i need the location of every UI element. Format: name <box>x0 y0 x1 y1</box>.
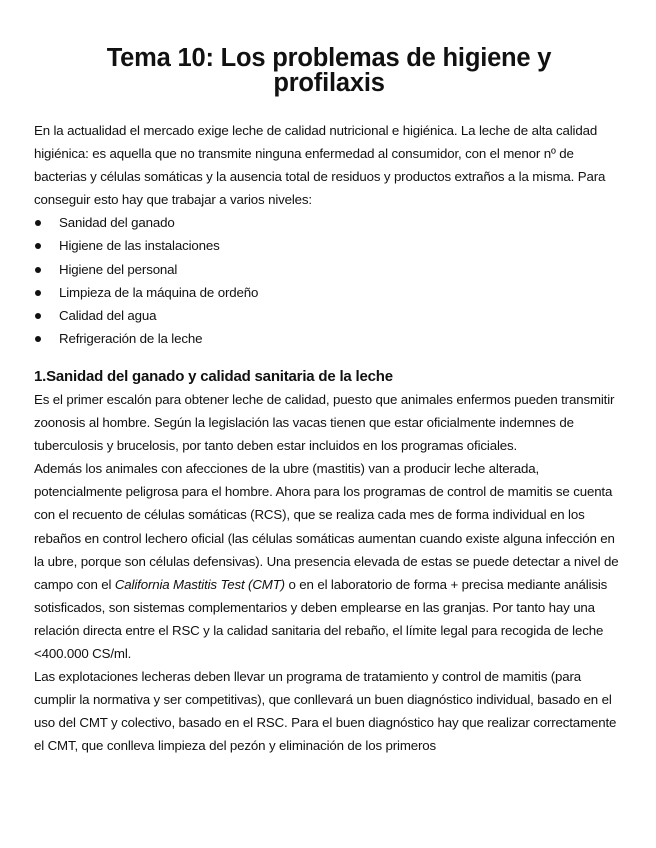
bullet-icon <box>35 290 41 296</box>
list-item <box>34 211 624 234</box>
bullet-icon <box>35 336 41 342</box>
title-line-1: Tema 10: Los problemas de higiene y <box>106 44 552 72</box>
paragraph-text: Además los animales con afecciones de la ubre (mastitis) van a producir leche alterada, potencialmente peligrosa para el hombre. Ahora para los programas de control de mamitis se cuenta con el recuento de células somáticas (RCS), que se realiza cada mes de forma individual en los rebaños en control lechero oficial (las células somáticas aumentan cuando existe alguna infección en la ubre, porque son células defensivas). Una presencia elevada de estas se puede detectar a nivel de campo con el <box>34 461 619 592</box>
italic-term: California Mastitis Test (CMT) <box>114 576 285 592</box>
title-line-2: profilaxis <box>273 69 385 97</box>
bullet-icon <box>35 267 41 273</box>
bullet-icon <box>35 313 41 319</box>
list-item-text: Sanidad del ganado <box>59 215 175 231</box>
list-item-text: Refrigeración de la leche <box>59 330 203 346</box>
bullet-icon <box>35 243 41 249</box>
bullet-icon <box>35 220 41 226</box>
list-item <box>34 327 624 350</box>
list-item <box>34 258 624 281</box>
list-item <box>34 304 624 327</box>
list-item <box>34 281 624 304</box>
list-item <box>34 234 624 257</box>
list-item-text: Limpieza de la máquina de ordeño <box>59 284 259 300</box>
list-item-text: Higiene del personal <box>59 261 178 277</box>
list-item-text: Calidad del agua <box>59 307 157 323</box>
paragraph-text: o en el laboratorio de forma + precisa mediante análisis sotisficados, son sistemas complementarios y deben emplearse en las granjas. Por tanto hay una relación directa entre el RSC y la calidad sanitaria del rebaño, el límite legal para recogida de leche <400.000 CS/ml. <box>34 576 608 661</box>
levels-list <box>34 211 624 350</box>
section-paragraph-3: Las explotaciones lecheras deben llevar un programa de tratamiento y control de mamitis (para cumplir la normativa y ser competitivas), que conllevará un buen diagnóstico individual, basado en el uso del CMT y colectivo, basado en el RSC. Para el buen diagnóstico hay que realizar correctamente el CMT, que conlleva limpieza del pezón y eliminación de los primeros <box>34 669 617 754</box>
section-heading: 1.Sanidad del ganado y calidad sanitaria de la leche <box>34 367 393 385</box>
page-title <box>34 46 624 96</box>
document-page <box>34 46 624 757</box>
section-paragraph-1: Es el primer escalón para obtener leche de calidad, puesto que animales enfermos pueden transmitir zoonosis al hombre. Según la legislación las vacas tienen que estar oficialmente indemnes de tuberculosis y brucelosis, por tanto deben estar incluidos en los programas oficiales. <box>34 391 615 454</box>
list-item-text: Higiene de las instalaciones <box>59 238 220 254</box>
section-paragraph-2 <box>34 457 624 665</box>
intro-paragraph: En la actualidad el mercado exige leche de calidad nutricional e higiénica. La leche de alta calidad higiénica: es aquella que no transmite ninguna enfermedad al consumidor, con el menor nº de bacterias y células somáticas y la ausencia total de residuos y productos extraños a la misma. Para conseguir esto hay que trabajar a varios niveles: <box>34 123 606 208</box>
